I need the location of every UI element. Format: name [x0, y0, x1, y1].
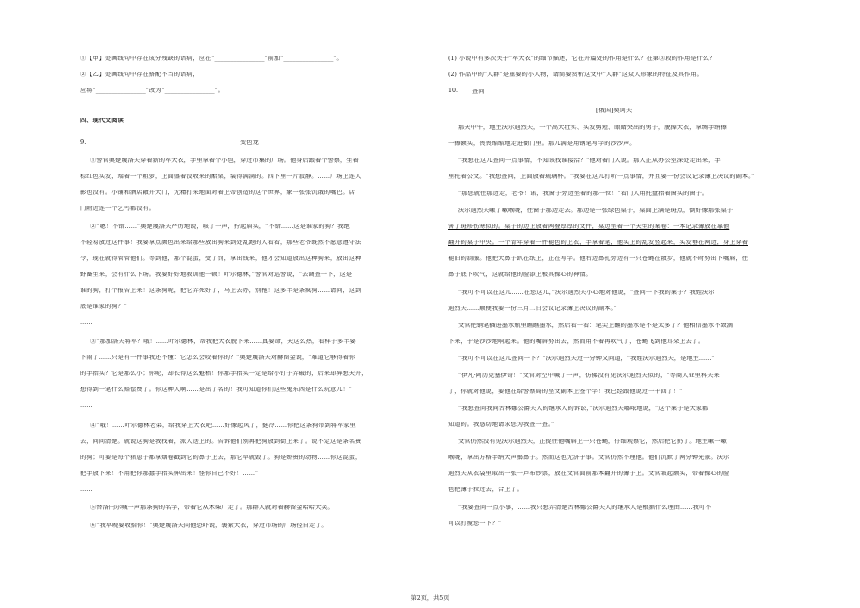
question-number: 9. [80, 139, 87, 146]
paragraph-line: 文官把钢笔插进墨水瓶里瞧瞧墨水，然后看一看：笔尖上蘸的墨水是不是太多了？他相信墨水不致滴 [458, 323, 733, 329]
subquestion-1: (1) 小说中有多次关于“军大衣”的细节描述，它在开篇处的作用是什么？在第③段的作用是什么？ [448, 56, 716, 62]
ellipsis-line: …… [80, 403, 93, 409]
paragraph-line: “那您就往那边走，老爷！诺，我窗子旁边坐着的那一位！”看门人用托盘指着窗头的窗子。 [458, 191, 709, 197]
paragraph-line: 迪烈夫从衣袋里取出一张一卢布钞票，放在文官面前那本翻开的簿子上。文官皱起额头，带着操心的脸 [448, 471, 730, 477]
story-title: 查问 [472, 89, 485, 95]
page-footer: 第2页，共5页 [410, 595, 450, 602]
subquestion-2: (2) 作品中的“人群”是重要的小人物，请简要赏析这文中“人群”这众人形象的特征及其作用。 [448, 72, 703, 78]
paragraph-line: 门附近连一个乞丐都没有。 [80, 206, 155, 212]
paragraph-line: ⑤替洛闩尔喊一声那条狗的名字，带着它从木柴厂走了。那群人就对着赫留金哈哈大笑。 [90, 505, 334, 511]
paragraph-line: 了，你就对他说，要他在给警察局的呈文副本上签个字！我已经跟他说过一千回了！” [448, 389, 683, 395]
paragraph-line: “我要查问一点小事，……我只想弄清楚古林娜公爵夫人的继承人是根据什么理由……我可不 [458, 505, 712, 511]
paragraph-line: 文官仍然没有见沃尔迪烈夫，正捉住他嘴唇上一只苍蝇，仔细观察它，然后把它扔了。地主嗽一嗽 [458, 439, 727, 445]
paragraph-line: 下来，于是沙沙地响起来。他的嘴唇努出去，然而用不着再吹气了，苍蝇飞到他耳朵上去了。 [448, 339, 705, 345]
paragraph-line: 令，现在就得管管他们。等到他，那个混蛋，受了罚，拿出钱来，他才会知道放出这种狗来，放出这种 [80, 256, 362, 262]
paragraph-line: 知道的。我恳切地请求您为我查一查。” [448, 422, 555, 428]
paragraph-line: ②“嗯！不错……”奥楚蔑洛夫严厉地说，咳了一声，拧起眉头，“不错……这是谁家的狗？我绝 [90, 224, 350, 230]
section-title: 四、现代文阅读 [80, 118, 124, 124]
paragraph-line: 喉咙，拿出方格手绢大声擤鼻子。然而这也无济于事。文官仍然不理他。他们沉默了两分钟光景。沃尔 [448, 455, 730, 461]
paragraph-line: 想得到一笔什么赔偿费了。你这种人啊……是出了名的！我可知道你们这些鬼东西是什么玩意儿！” [80, 387, 352, 393]
paragraph-line: ①警官奥楚蔑洛夫穿着新的军大衣，手里拿着个小包，穿过市集的广场。他身后跟着个警察，生着 [90, 158, 359, 164]
paragraph-line: 褪旧的制服。他把大鼻子趴在纸上，正在写字。他右边鼻孔旁边有一只苍蝇在散步，他就不时努出下嘴唇，往 [448, 256, 748, 262]
paragraph-line: 把手放下来！不用把你那蠢手指头伸出来！怪你自己不好！……” [80, 471, 259, 477]
ellipsis-line: …… [80, 487, 93, 493]
underlined-line: 害了斑疹伤寒似的。桌子的边上放着两叠厚厚的文件，桌边坐着一个天生的案卷：一本记录簿放在靠他 [448, 224, 730, 230]
paragraph-line: 可以打搅您一下？” [448, 521, 502, 527]
paragraph-line: “我可不可以在这儿查问一下？”沃尔迪烈夫过一分钟又问道，“我姓沃尔迪烈夫，是地主……” [458, 356, 715, 362]
paragraph-line: 底是谁家的狗？” [80, 304, 127, 310]
paragraph-line: 下雨了……只是有一件事我还不懂：它怎么会咬着你的？”奥楚蔑洛夫对赫留金说，“难道它够得着你 [80, 355, 356, 361]
paragraph-line: 鼻子底下吹气，这就给他的脸添上极其操心的神情。 [448, 272, 592, 278]
paragraph-line: 那天中午，地主沃尔迪烈夫，一个高大壮实、头发剪短、眼睛突出的男子，脱掉大衣，拿绸手绢擦 [458, 125, 727, 131]
paragraph-line: “我想查问我同古林娜公爵夫人的继承人的诉讼，”沃尔迪烈夫嘟哝地说，“这个案子是大家都 [458, 406, 709, 412]
paragraph-line: 棕红色头发，端着一个粗箩，上面盛着没收来的醋栗，装得满满的。四下里一片寂静。……广场上连人 [80, 174, 362, 180]
ellipsis-line: …… [80, 320, 93, 326]
paragraph-line: 里托着公文。“我想查问，上面放着琉璃杯。“我要在这儿打听一点事情，并且要一份会议记录簿上决议的副本。” [448, 174, 755, 180]
paragraph-line: 一擦额头，畏畏缩缩地走进衙门里。那儿满是用钢笔写字的沙沙声。 [448, 141, 636, 147]
question-2-text: ②【乙】处画线句中存在搭配不当的语病， [80, 72, 199, 78]
paragraph-line: 色把簿子拉过去，合上了。 [448, 487, 523, 493]
paragraph-line: “我可不可以在这儿……在您这儿，”沃尔迪烈夫小心地对他说，“查问一下我的案子？我姓沃尔 [458, 290, 715, 296]
paragraph-line: 影也没有。小铺和酒店敞开大门，无精打采地面对着上帝创造的这个世界，象一张张饥饿的嘴巴。店 [80, 190, 355, 196]
paragraph-line: 谁的狗，打个报告上来！这条狗呢，把它弄死好了，马上去办，别拖！这多半是条疯狗……请问，这到 [80, 288, 362, 294]
paragraph-line: 沃尔迪烈夫嗽了嗽喉咙，往窗子那边走去。那边是一张绿色桌子，桌面上满是斑点，倒好像那张桌子 [458, 208, 733, 214]
paragraph-line: 野畜生来，会有什么下场。我要好好地教训他一顿！叶尔德林，”警官对巡警说，“去调查一下，这是 [80, 272, 353, 278]
paragraph-line: 不轻易放过这件事！我要拿点颜色出来给那些放出狗来到处乱跑的人看看，那些老爷既然不愿意遵守法 [80, 240, 362, 246]
paragraph-line: ⑥“我早晚要收拾你！”奥楚蔑洛夫向他恐吓说，裹紧大衣，穿过市场的广场径自走了。 [90, 523, 328, 529]
paragraph-line: ③“那加洛夫将军？哦！……叶尔德林，帮我把大衣脱下来……真要命，天这么热，看样子多半要 [90, 339, 356, 345]
underlined-line: 翻开的桌子中央。一个青年穿着一件褪色的上衣，手拿着笔，他头上的乱发竖起来，头发垂在两边，身上穿着 [448, 240, 748, 246]
paragraph-line: 的狗；可要是每个猪崽子都拿烟卷戳到它的鼻子上去，那它早就毁了。狗是娇贵的动物……你这混蛋， [80, 455, 362, 461]
story-title: 变色龙 [240, 140, 259, 146]
question-number: 10. [448, 88, 458, 94]
paragraph-line: “伊凡·阿历克塞伊奇！”文官对空中喊了一声，仿佛没有见沃尔迪烈夫似的，“等商人亚里科夫来 [458, 373, 720, 379]
paragraph-line: ④“哦！……叶尔德林老弟，给我穿上大衣吧……好像起风了，挺冷……你把这条狗带到将军家里 [90, 423, 356, 429]
question-2-text-b: 应将“________________”改为“________________”。 [80, 88, 225, 94]
paragraph-line: “我想在这儿查问一点事情，不知该找谁接洽？”他对着门人说。那人正从办公室深处走出来，手 [458, 158, 721, 164]
question-1-text: ①【甲】处画线句中存在成分残缺的语病，应在“________________”前加“________________”。 [80, 56, 343, 62]
paragraph-line: 迪烈夫……顺便我要一份三月二日会议记录簿上决议的副本。” [448, 306, 617, 312]
author-line: [俄国]契诃夫 [596, 108, 633, 114]
paragraph-line: 的手指头？它是那么小；你呢，却长得这么魁梧！你那手指头一定是给小钉子弄破的，后来却异想天开， [80, 371, 368, 377]
paragraph-line: 去，问问清楚。就说这狗是我找着，派人送上的。告诉他们别再把狗放到街上来了。说不定这是条名贵 [80, 439, 362, 445]
